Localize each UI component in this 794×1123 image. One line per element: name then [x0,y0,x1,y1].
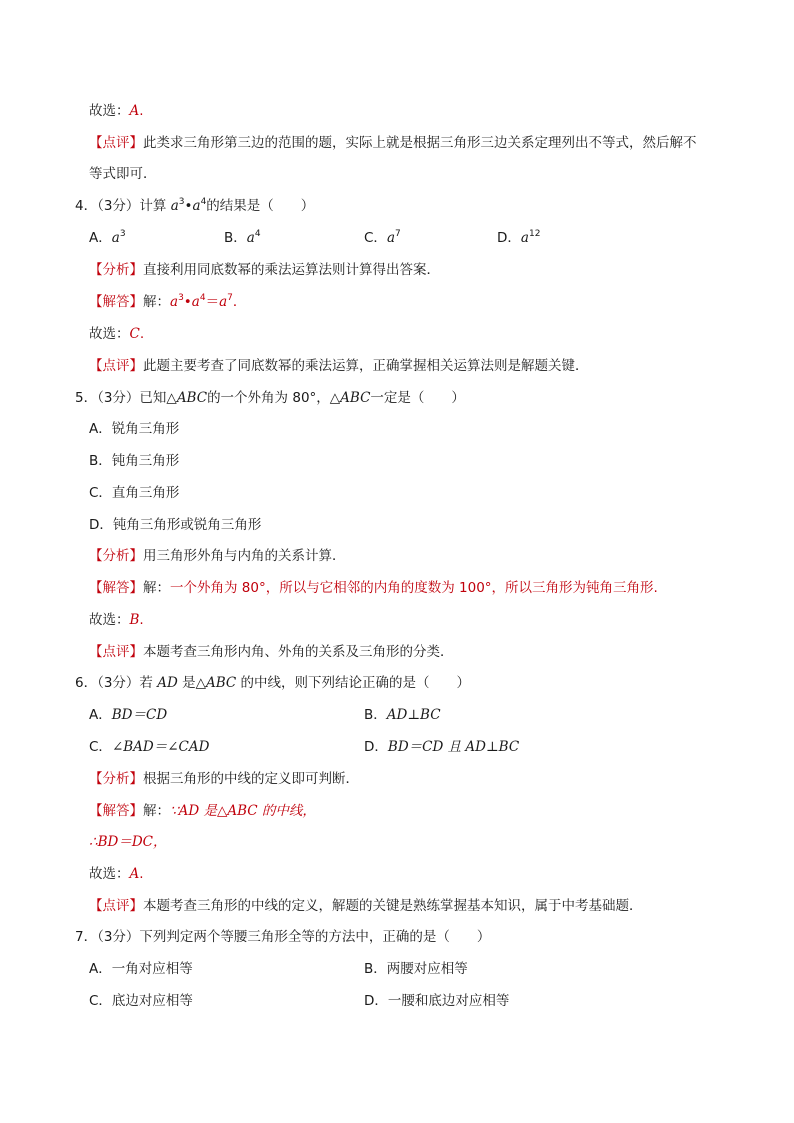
math-var: ABC [176,390,208,406]
q5-comment [89,642,454,662]
option-label: C． [364,230,387,246]
q4-analysis [89,260,440,280]
answer-prefix: 解： [143,803,170,819]
option-text: BD＝CD [111,707,168,723]
comment-tag: 【点评】 [89,898,143,914]
option-label: D． [364,739,388,755]
math-exp: 3 [178,197,185,207]
analysis-text: 根据三角形的中线的定义即可判断． [143,771,359,787]
math-exp: 3 [119,229,126,239]
q6-answer-cont [89,832,167,852]
q6-choice [89,864,144,884]
answer-prefix: 解： [143,580,170,596]
choice-end: . [139,326,145,342]
comment-tag: 【点评】 [89,358,143,374]
math-var: a [111,230,120,246]
comment-tag: 【点评】 [89,644,143,660]
q4-answer [89,292,246,312]
math-op: ． [232,294,247,310]
q4-option-d [497,228,540,248]
option-label: C． [89,739,112,755]
q5-answer [89,578,658,598]
q6-option-a [89,705,167,725]
math-var: a [386,230,395,246]
q3-comment-cont [89,164,157,184]
math-exp: 4 [254,229,261,239]
option-label: A． [89,230,112,246]
math-exp: 12 [528,229,541,239]
comment-text: 此题主要考查了同底数幂的乘法运算，正确掌握相关运算法则是解题关键． [143,358,589,374]
math-op: • [183,294,192,310]
q5-stem [75,388,465,408]
q6-option-d [364,737,519,757]
math-op: • [184,198,193,214]
answer-tag: 【解答】 [89,803,143,819]
option-label: D． [497,230,521,246]
q4-stem [75,196,314,216]
q6-answer [89,801,316,821]
option-label: B． [224,230,247,246]
math-var: AD [157,675,178,691]
option-text: BD＝CD 且 AD⊥BC [387,739,520,755]
answer-text: ∵AD 是△ABC 的中线， [170,803,316,819]
q7-option-d: D．一腰和底边对应相等 [364,993,510,1009]
comment-text: 本题考查三角形的中线的定义，解题的关键是熟练掌握基本知识，属于中考基础题． [143,898,643,914]
stem-text: 5．（3分）已知△ [75,390,177,406]
q4-choice [89,324,144,344]
q7-option-c: C．底边对应相等 [89,993,193,1009]
option-text: ∠BAD＝∠CAD [111,739,210,755]
q5-analysis [89,546,346,566]
analysis-tag: 【分析】 [89,771,143,787]
option-label: B． [364,707,387,723]
math-exp: 7 [227,293,233,303]
q3-choice [89,101,144,121]
q3-comment [89,133,697,153]
math-var: a [192,198,201,214]
comment-text: 此类求三角形第三边的范围的题，实际上就是根据三角形三边关系定理列出不等式，然后解不 [143,135,697,151]
stem-text: 4．（3分）计算 [75,198,171,214]
math-exp: 3 [178,293,184,303]
q6-analysis [89,769,359,789]
q4-comment [89,356,589,376]
q4-option-c [364,228,401,248]
math-exp: 4 [200,197,207,207]
math-var: a [246,230,255,246]
q5-choice [89,610,144,630]
analysis-tag: 【分析】 [89,262,143,278]
q7-option-a: A．一角对应相等 [89,961,193,977]
choice-value: B [129,612,140,628]
q6-option-c [89,737,209,757]
math-var: a [170,198,179,214]
choice-value: A [129,103,140,119]
q6-option-b [364,705,441,725]
stem-text: 的一个外角为 80°，△ [207,390,341,406]
q5-option-c: C．直角三角形 [89,485,180,501]
math-exp: 4 [199,293,206,303]
q5-option-a: A．锐角三角形 [89,421,180,437]
option-label: A． [89,707,112,723]
analysis-tag: 【分析】 [89,548,143,564]
q6-comment [89,896,643,916]
analysis-text: 用三角形外角与内角的关系计算． [143,548,346,564]
answer-prefix: 解： [143,294,170,310]
math-var: a [219,294,228,310]
q7-stem: 7．（3分）下列判定两个等腰三角形全等的方法中，正确的是（ ） [75,929,491,945]
comment-tag: 【点评】 [89,135,143,151]
choice-end: . [139,612,144,628]
math-var: a [191,294,200,310]
math-var: a [520,230,529,246]
answer-tag: 【解答】 [89,294,143,310]
answer-text: ∴BD＝DC， [89,834,167,850]
stem-text: 6．（3分）若 [75,675,158,691]
answer-text: 一个外角为 80°，所以与它相邻的内角的度数为 100°，所以三角形为钝角三角形. [170,580,658,596]
option-text: AD⊥BC [386,707,441,723]
q7-option-b: B．两腰对应相等 [364,961,468,977]
math-var: a [170,294,179,310]
stem-text: 一定是（ ） [370,390,465,406]
math-exp: 7 [395,229,401,239]
q4-option-b [224,228,261,248]
choice-label: 故选： [89,326,130,342]
stem-text: 的中线，则下列结论正确的是（ ） [236,675,471,691]
stem-text: 是△ [177,675,206,691]
choice-label: 故选： [89,866,130,882]
comment-text: 等式即可． [89,166,157,182]
q5-option-b: B．钝角三角形 [89,453,180,469]
analysis-text: 直接利用同底数幂的乘法运算法则计算得出答案． [143,262,440,278]
choice-value: A [129,866,140,882]
q4-option-a [89,228,126,248]
math-var: ABC [206,675,237,691]
q5-option-d: D．钝角三角形或锐角三角形 [89,517,262,533]
math-op: ＝ [205,294,220,310]
answer-tag: 【解答】 [89,580,143,596]
math-var: ABC [340,390,371,406]
choice-end: . [139,103,144,119]
q6-stem [75,673,470,693]
comment-text: 本题考查三角形内角、外角的关系及三角形的分类． [143,644,454,660]
choice-end: . [139,866,144,882]
choice-label: 故选： [89,612,130,628]
stem-text: 的结果是（ ） [206,198,315,214]
choice-label: 故选： [89,103,130,119]
choice-value: C [129,326,140,342]
